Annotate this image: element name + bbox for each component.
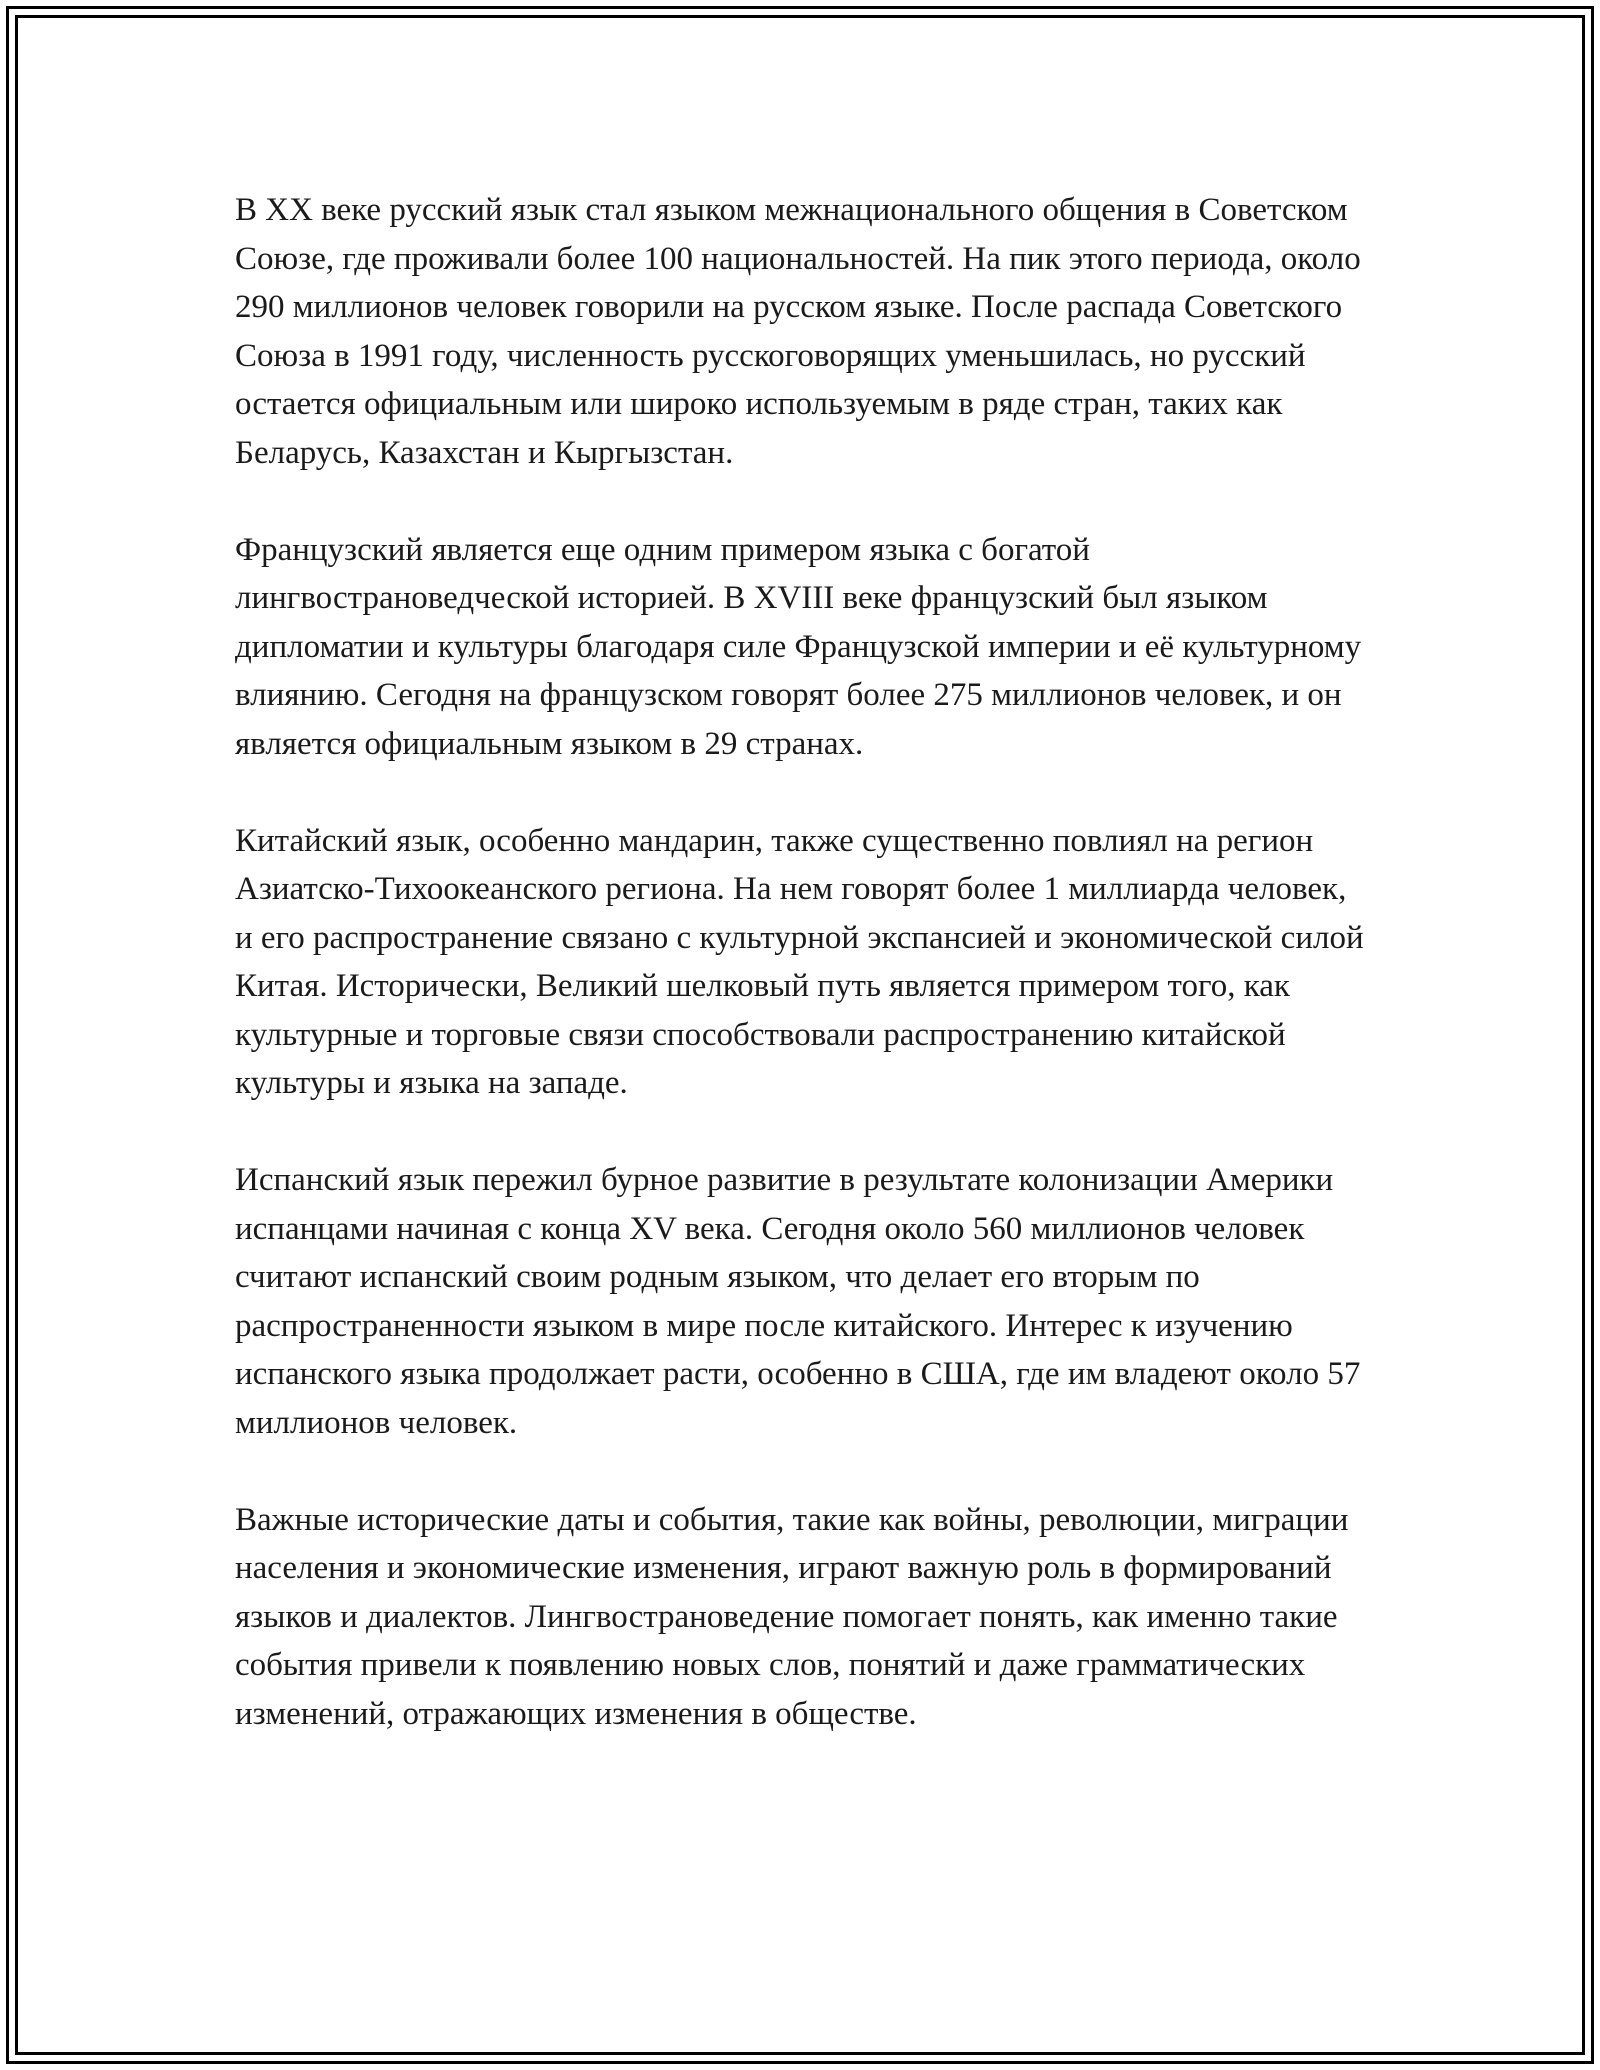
- paragraph-spanish: Испанский язык пережил бурное развитие в результате колонизации Америки испанцами начиная с конца XV века. Сегодня около 560 миллионов человек считают испанский своим родным языком, что делает его вторым по распространенности языком в мире после китайского. Интерес к изучению испанского языка продолжает расти, особенно в США, где им владеют около 57 миллионов человек.: [235, 1162, 1361, 1441]
- paragraph-historical-events: Важные исторические даты и события, такие как войны, революции, миграции населения и экономические изменения, играют важную роль в формирований языков и диалектов. Лингвострановедение помогает понять, как именно такие события привели к появлению новых слов, понятий и даже грамматических изменений, отражающих изменения в обществе.: [235, 1501, 1349, 1732]
- paragraph-french: Французский является еще одним примером языка с богатой лингвострановедческой историей. В XVIII веке французский был языком дипломатии и культуры благодаря силе Французской империи и её культурному влиянию. Сегодня на французском говорят более 275 миллионов человек, и он является официальным языком в 29 странах.: [235, 531, 1362, 762]
- document-body: [235, 186, 1370, 1787]
- paragraph-russian: В XX веке русский язык стал языком межнационального общения в Советском Союзе, где проживали более 100 национальностей. На пик этого периода, около 290 миллионов человек говорили на русском языке. После распада Советского Союза в 1991 году, численность русскоговорящих уменьшилась, но русский остается официальным или широко используемым в ряде стран, таких как Беларусь, Казахстан и Кыргызстан.: [235, 192, 1361, 471]
- paragraph-chinese: Китайский язык, особенно мандарин, также существенно повлиял на регион Азиатско-Тихоокеанского региона. На нем говорят более 1 миллиарда человек, и его распространение связано с культурной экспансией и экономической силой Китая. Исторически, Великий шелковый путь является примером того, как культурные и торговые связи способствовали распространению китайской культуры и языка на западе.: [235, 822, 1364, 1101]
